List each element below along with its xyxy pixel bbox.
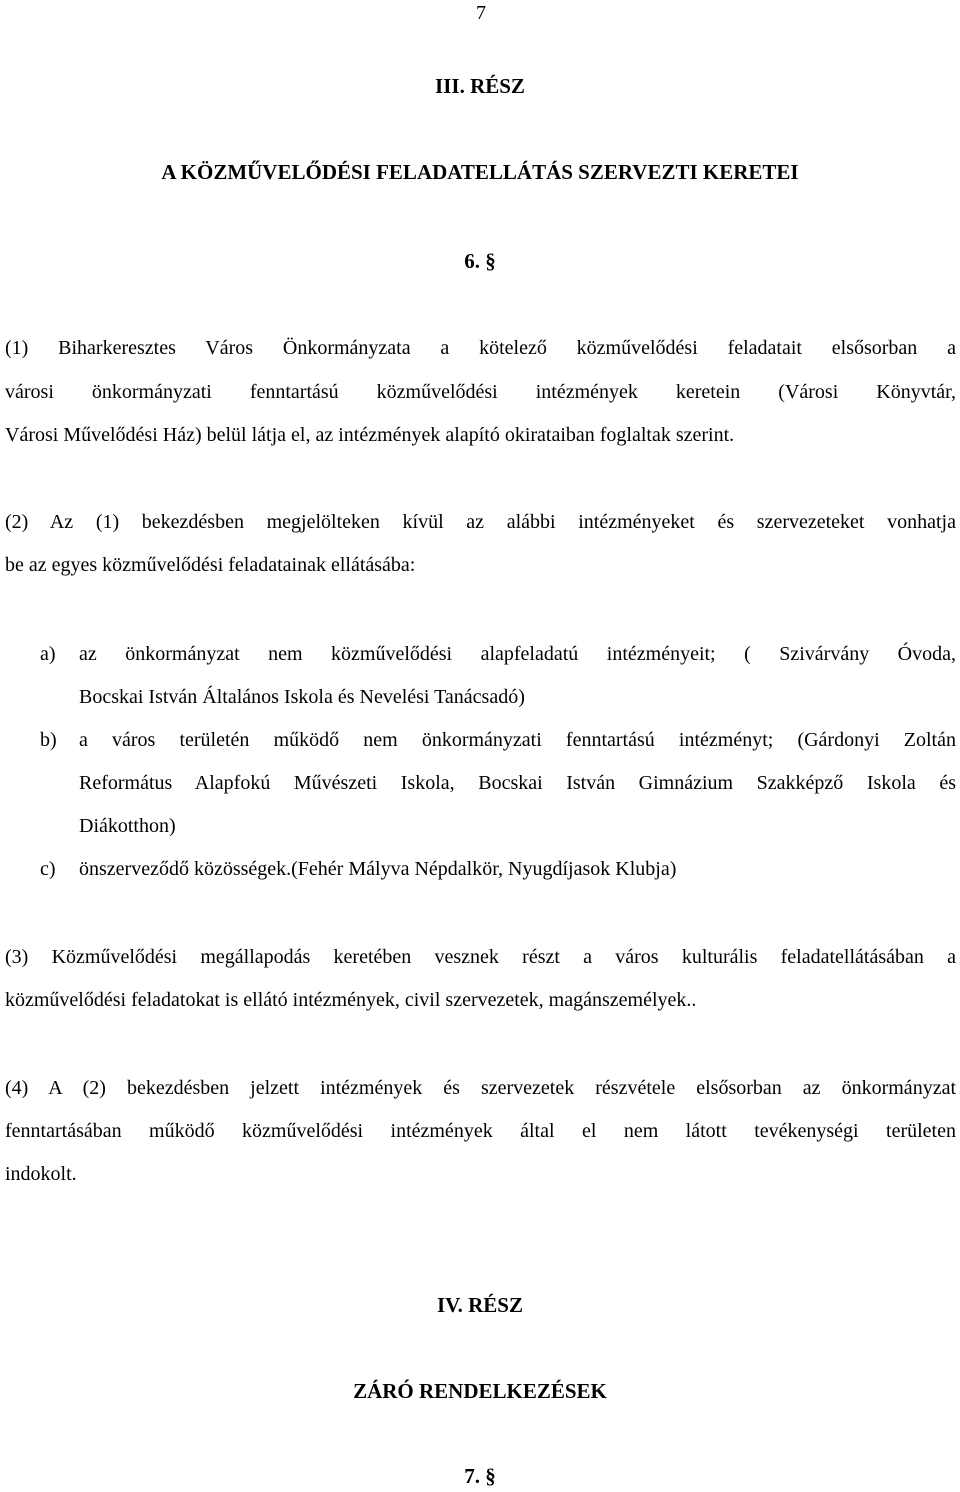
- part-4-heading: IV. RÉSZ: [437, 1293, 523, 1317]
- list-marker: c): [40, 858, 56, 880]
- para-4-line-1: (4) A (2) bekezdésben jelzett intézmények és szervezetek részvétele elsősorban az önkormányzat: [5, 1077, 956, 1099]
- para-3-line-1: (3) Közművelődési megállapodás keretében vesznek részt a város kulturális feladatellátásában a: [5, 946, 956, 968]
- para-2-line-2: be az egyes közművelődési feladatainak ellátásába:: [5, 554, 416, 576]
- para-2-line-1: (2) Az (1) bekezdésben megjelölteken kívül az alábbi intézményeket és szervezeteket vonhatja: [5, 511, 956, 533]
- para-1-line-1: (1) Biharkeresztes Város Önkormányzata a kötelező közművelődési feladatait elsősorban a: [5, 337, 956, 359]
- list-item-b: [40, 728, 956, 752]
- part-4-title: ZÁRÓ RENDELKEZÉSEK: [353, 1379, 607, 1403]
- list-item-text: a város területén működő nem önkormányzati fenntartású intézményt; (Gárdonyi Zoltán: [79, 729, 956, 751]
- section-6-heading: 6. §: [464, 249, 496, 273]
- para-1-line-2: városi önkormányzati fenntartású közművelődési intézmények keretein (Városi Könyvtár,: [5, 381, 956, 403]
- para-1-line-3: Városi Művelődési Ház) belül látja el, az intézmények alapító okirataiban foglaltak szerint.: [5, 424, 735, 446]
- part-3-heading: III. RÉSZ: [435, 74, 525, 98]
- part-3-title: A KÖZMŰVELŐDÉSI FELADATELLÁTÁS SZERVEZTI KERETEI: [161, 160, 799, 184]
- list-marker: b): [40, 729, 57, 751]
- list-item-text: önszerveződő közösségek.(Fehér Mályva Népdalkör, Nyugdíjasok Klubja): [79, 858, 677, 880]
- list-item-text: az önkormányzat nem közművelődési alapfeladatú intézményeit; ( Szivárvány Óvoda,: [79, 643, 956, 665]
- page-number: 7: [476, 2, 486, 24]
- para-3-line-2: közművelődési feladatokat is ellátó intézmények, civil szervezetek, magánszemélyek..: [5, 989, 697, 1011]
- list-item-a: [40, 642, 956, 666]
- list-item-b-line-3: Diákotthon): [79, 815, 176, 837]
- list-item-a-line-2: Bocskai István Általános Iskola és Nevelési Tanácsadó): [79, 686, 525, 708]
- list-item-b-line-2: Református Alapfokú Művészeti Iskola, Bocskai István Gimnázium Szakképző Iskola és: [79, 772, 956, 794]
- list-marker: a): [40, 643, 56, 665]
- list-item-c: [40, 857, 956, 881]
- para-4-line-3: indokolt.: [5, 1163, 77, 1185]
- section-7-heading: 7. §: [464, 1464, 496, 1488]
- para-4-line-2: fenntartásában működő közművelődési intézmények által el nem látott tevékenységi területen: [5, 1120, 956, 1142]
